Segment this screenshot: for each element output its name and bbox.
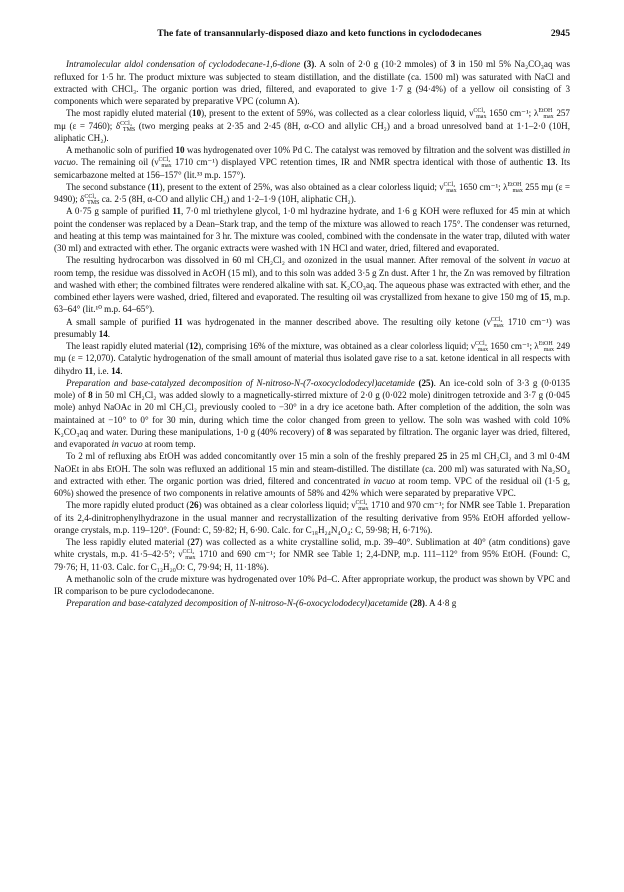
text-run: max [358,506,369,513]
text-run: The least rapidly eluted material ( [66,341,190,351]
text-run: . The remaining oil (ν [75,157,159,168]
text-run: 11 [150,181,160,192]
text-run: max [477,347,489,353]
text-run: A methanolic soln of the crude mixture was hydrogenated over 10% Pd–C. After appropriate workup, the product was shown by VPC and IR comparison to be pure cyclododecanone. [54,573,570,596]
text-run: CCl₄ [158,157,171,164]
text-run: EtOH [538,108,553,115]
text-run: . [107,328,111,339]
text-run: in 150 ml 5% Na₂CO₃aq was refluxed for 1·5 hr. The product mixture was subjected to steam distillation, and the distillate (ca. 1500 ml) was saturated with NaCl and extracted with CHCl₃. The organic portion was dried, filtered, and evaporated to give 1·7 g (94·4%) of a yellow oil consisting of 3 components which were separated by preparative VPC (column A). [54,59,570,106]
text-run: 27 [190,537,200,547]
text-run: 249 mμ (ε = 12,070). Catalytic hydrogenation of the small amount of material thus isolated gave rise to a sat. ketone identical in all respects with dihydro [54,341,570,376]
paragraph [54,499,570,536]
text-run: A 0·75 g sample of purified [66,206,173,217]
text-run: CCl₄ [182,549,195,556]
text-run: 25 [438,451,448,462]
text-run: ca. 2·5 (8H, α-CO and allylic CH₂) and 1·2–1·9 (10H, aliphatic CH₂). [99,194,356,204]
text-run: The most rapidly eluted material ( [66,108,193,119]
text-run: 11 [84,365,94,376]
article-body [54,58,570,609]
text-run: ), present to the extent of 25%, was also obtained as a clear colorless liquid; ν [159,181,444,192]
text-run: was separated by filtration. The organic layer was dried, filtered, and evaporated [54,426,570,449]
text-run: 257 mμ (ε = 7460); δ [54,108,570,131]
running-title: The fate of transannularly-disposed diazo and keto functions in cyclododecanes [157,28,482,39]
text-run: CCl₄ [473,108,486,115]
paragraph [54,144,570,181]
text-run: EtOH [538,341,553,347]
paragraph [54,107,570,144]
text-run: . [120,365,123,376]
text-run: max [161,163,172,170]
paragraph [54,573,570,598]
page-number: 2945 [550,28,570,39]
text-run: Preparation and base-catalyzed decomposition of N-nitroso-N-(6-oxocyclododecyl)acetamide [66,598,410,609]
text-run: max [493,322,504,329]
text-run: 3 [450,59,456,70]
text-run: A small sample of purified [66,316,175,327]
text-run: 1650 cm⁻¹; λ [456,181,508,192]
text-run: at room temp, the residue was dissolved in AcOH (15 ml), and to this soln was added 3·5 g Zn dust. After 1 hr, the Zn was removed by filtration and washed with ether; the combined filtrates were rendered alkaline with sat. K₂CO₃aq. The aqueous phase was extracted with ether, and the combined ether layers were washed, dried, filtered and evaporated. The resulting oil was crystallized from hexane to give 150 mg of [54,255,570,302]
text-run: (25) [418,377,434,388]
paragraph [54,536,570,573]
text-run: 10 [192,108,202,119]
text-run: CCl₄ [490,316,503,323]
text-run: max [446,187,457,194]
text-run: in vacuo [363,475,396,486]
text-run: TMS [122,126,136,133]
text-run: (3) [303,59,315,70]
text-run: . An ice-cold soln of 3·3 g (0·0135 mole) of [54,377,570,400]
text-run: ) was collected as a white crystalline solid, m.p. 39–40°. Sublimation at 40° (atm conditions) gave white crystals, m.p. 41·5–42·5°; ν [54,537,570,560]
text-run: CCl₄ [84,194,97,200]
running-head [54,28,570,40]
text-run: 11 [172,206,182,217]
text-run: CCl₄ [443,181,456,188]
text-run: 1650 cm⁻¹; λ [486,108,539,119]
text-run: 12 [189,341,199,351]
text-run: max [543,347,555,353]
text-run: 13 [546,157,556,168]
text-run: TMS [87,200,100,206]
text-run: 1710 cm⁻¹) displayed VPC retention times, IR and NMR spectra identical with those of authentic [171,157,547,168]
text-run: 255 mμ (ε = 9490); δ [54,181,570,204]
paragraph [54,181,570,206]
text-run: ), comprising 16% of the mixture, was obtained as a clear colorless liquid; ν [198,341,475,351]
text-run: was hydrogenated in the manner described above. The resulting oily ketone (ν [182,316,491,327]
paragraph [54,254,570,315]
text-run: 1710 and 970 cm⁻¹; for NMR see Table 1. Preparation of its 2,4-dinitrophenylhydrazone in the usual manner and recrystallization of the resulting derivative from 95% EtOH afforded yellow-orange crystals, m.p. 119–120°. (Found: C, 59·82; H, 6·90. Calc. for C₁₈H₂₄N₄O₄: C, 59·98; H, 6·71%). [54,500,570,535]
text-run: EtOH [507,181,522,188]
text-run: max [543,114,554,121]
text-run: 8 [88,390,93,400]
text-run: The more rapidly eluted product ( [66,500,190,511]
paragraph [54,205,570,254]
text-run: in 25 ml CH₂Cl₂ and 3 ml 0·4M NaOEt in abs EtOH. The soln was refluxed an additional 15 min and steam-distilled. The distillate (ca. 200 ml) was saturated with Na₂SO₄ and extracted with ether. The organic portion was dried, filtered and concentrated [54,451,570,486]
text-run: , i.e. [93,365,112,376]
text-run: at room temp. [142,439,196,449]
text-run: Intramolecular aldol condensation of cyclododecane-1,6-dione [66,59,304,70]
text-run: in 50 ml CH₂Cl₂ was added slowly to a magnetically-stirred mixture of 2·0 g (0·022 mole) dinitrogen tetroxide and 3·7 g (0·045 mole) anhyd NaOAc in 20 ml CH₂Cl₂ previously cooled to −30° in a dry ice acetone bath. After completion of the addition, the soln was maintained at −10° to 0° for 30 min, during which time the color changed from green to yellow. The soln was washed with cold 10% K₂CO₃aq and water. During these manipulations, 1·0 g (40% recovery) of [54,390,570,437]
text-run: CCl₄ [355,500,368,507]
text-run: The resulting hydrocarbon was dissolved in 60 ml CH₂Cl₂ and ozonized in the usual manner. After removal of the solvent [66,255,529,266]
paragraph [54,450,570,499]
text-run: (two merging peaks at 2·35 and 2·45 (8H, α-CO and allylic CH₂) and a broad unresolved band at 1·1–2·0 (10H, aliphatic CH₂). [54,120,571,143]
paragraph [54,58,570,107]
text-run: 15 [540,292,550,302]
text-run: 1650 cm⁻¹; λ [488,341,539,351]
text-run: ), present to the extent of 59%, was collected as a clear colorless liquid, ν [201,108,474,119]
text-run: max [185,555,196,562]
text-run: in vacuo [528,255,561,266]
text-run: ) was obtained as a clear colorless liquid; ν [198,500,356,511]
paragraph [54,340,570,377]
text-run: . A 4·8 g [424,598,457,609]
text-run: . Its semicarbazone melted at 156–157° (lit.³³ m.p. 157°). [54,157,571,180]
text-run: in vacuo [54,145,570,168]
paragraph [54,377,570,451]
text-run: CCl₄ [120,120,132,127]
text-run: The second substance ( [66,181,151,192]
text-run: The less rapidly eluted material ( [66,537,191,547]
text-run: (28) [409,598,425,609]
text-run: A methanolic soln of purified [66,145,176,155]
text-run: max [512,187,523,194]
text-run: max [476,114,487,121]
paragraph [54,316,570,341]
text-run: 14 [98,328,108,339]
text-run: Preparation and base-catalyzed decomposition of N-nitroso-N-(7-oxocyclododecyl)acetamide [66,377,419,388]
text-run: 10 [175,145,185,155]
text-run: 11 [174,316,183,327]
text-run: . A soln of 2·0 g (10·2 mmoles) of [314,59,451,70]
text-run: , 7·0 ml triethylene glycol, 1·0 ml hydrazine hydrate, and 1·6 g KOH were refluxed for 45 min at which point the condenser was replaced by a Dean–Stark trap, and the temp of the mixture was allowed to reach 175°. The condenser was returned, and heating at this temp was maintained for 3 hr. The mixture was cooled, combined with the condensate in the water trap, diluted with water (30 ml) and extracted with ether. The organic extracts were washed with 1N HCl and water, dried, filtered and evaporated. [54,206,570,253]
text-run: was hydrogenated over 10% Pd C. The catalyst was removed by filtration and the solvent was distilled [184,145,563,155]
text-run: at room temp. VPC of the residual oil (1·5 g, 60%) showed the presence of two components in relative amounts of 58% and 42% which were separated by preparative VPC. [54,475,570,498]
text-run: in vacuo [111,439,143,449]
text-run: , m.p. 63–64° (lit.¹⁰ m.p. 64–65°). [54,292,571,315]
text-run: CCl₄ [474,341,487,347]
text-run: 1710 and 690 cm⁻¹; for NMR see Table 1; 2,4-DNP, m.p. 111–112° from 95% EtOH. (Found: C, 79·76; H, 11·03. Calc. for C₁₂H₂₀O: C, 79·94; H, 11·18%). [54,549,570,572]
text-run: 26 [189,500,199,511]
text-run: 1710 cm⁻¹) was presumably [54,316,570,339]
text-run: 14 [111,365,121,376]
text-run: 8 [326,426,332,437]
text-run: To 2 ml of refluxing abs EtOH was added concomitantly over 15 min a soln of the freshly prepared [66,451,439,462]
paragraph [54,597,570,609]
